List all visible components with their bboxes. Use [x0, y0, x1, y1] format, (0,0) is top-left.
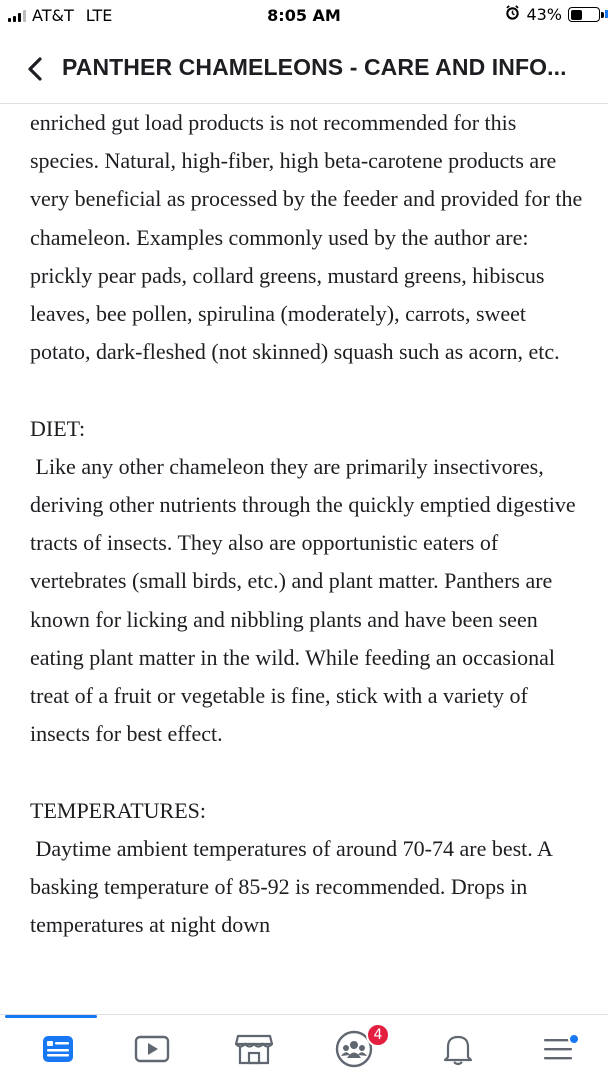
status-bar — [0, 0, 608, 34]
menu-update-dot — [568, 1033, 580, 1045]
back-button[interactable] — [22, 54, 48, 84]
battery-icon — [568, 7, 600, 22]
bottom-tab-bar — [0, 1014, 608, 1080]
network-label: LTE — [85, 6, 113, 25]
chevron-left-icon — [26, 56, 44, 82]
article-paragraph: enriched gut load products is not recommended for this species. Natural, high-fiber, high beta-carotene products are very beneficial as processed by the feeder and provided for the chameleon. Examples commonly used by the author are: prickly pear pads, collard greens, mustard greens, hibiscus leaves, bee pollen, spirulina (moderately), carrots, sweet potato, dark-fleshed (not skinned) squash such as acorn, etc. — [30, 110, 588, 365]
alarm-icon — [505, 5, 520, 24]
status-time: 8:05 AM — [267, 6, 341, 25]
paragraph-spacer — [30, 753, 590, 791]
battery-fill — [571, 10, 583, 20]
paragraph-spacer — [30, 371, 590, 409]
article-body[interactable] — [30, 104, 590, 1014]
tab-notifications[interactable] — [436, 1029, 480, 1069]
carrier-label: AT&T — [32, 6, 74, 25]
section-heading-diet: DIET: — [30, 415, 86, 441]
page-header — [0, 34, 608, 104]
news-feed-icon — [42, 1035, 74, 1063]
groups-notification-badge: 4 — [366, 1023, 390, 1047]
battery-percent: 43% — [526, 5, 562, 24]
tab-news-feed[interactable] — [36, 1029, 80, 1069]
marketplace-store-icon — [235, 1033, 273, 1065]
tab-watch[interactable] — [130, 1029, 174, 1069]
page-title: PANTHER CHAMELEONS - CARE AND INFO... — [62, 54, 567, 80]
article-paragraph: Daytime ambient temperatures of around 70-74 are best. A basking temperature of 85-92 is recommended. Drops in temperatures at night down — [30, 835, 558, 938]
battery-tip — [601, 12, 604, 18]
tab-marketplace[interactable] — [232, 1029, 276, 1069]
active-tab-indicator — [5, 1015, 97, 1018]
video-play-icon — [134, 1034, 170, 1064]
article-paragraph: Like any other chameleon they are primarily insectivores, deriving other nutrients through the quickly emptied digestive tracts of insects. They also are opportunistic eaters of vertebrates (small birds, etc.) and plant matter. Panthers are known for licking and nibbling plants and have been seen eating plant matter in the wild. While feeding an occasional treat of a fruit or vegetable is fine, stick with a variety of insects for best effect. — [30, 453, 582, 747]
status-right — [505, 5, 600, 24]
bell-icon — [442, 1032, 474, 1066]
section-heading-temperatures: TEMPERATURES: — [30, 797, 207, 823]
